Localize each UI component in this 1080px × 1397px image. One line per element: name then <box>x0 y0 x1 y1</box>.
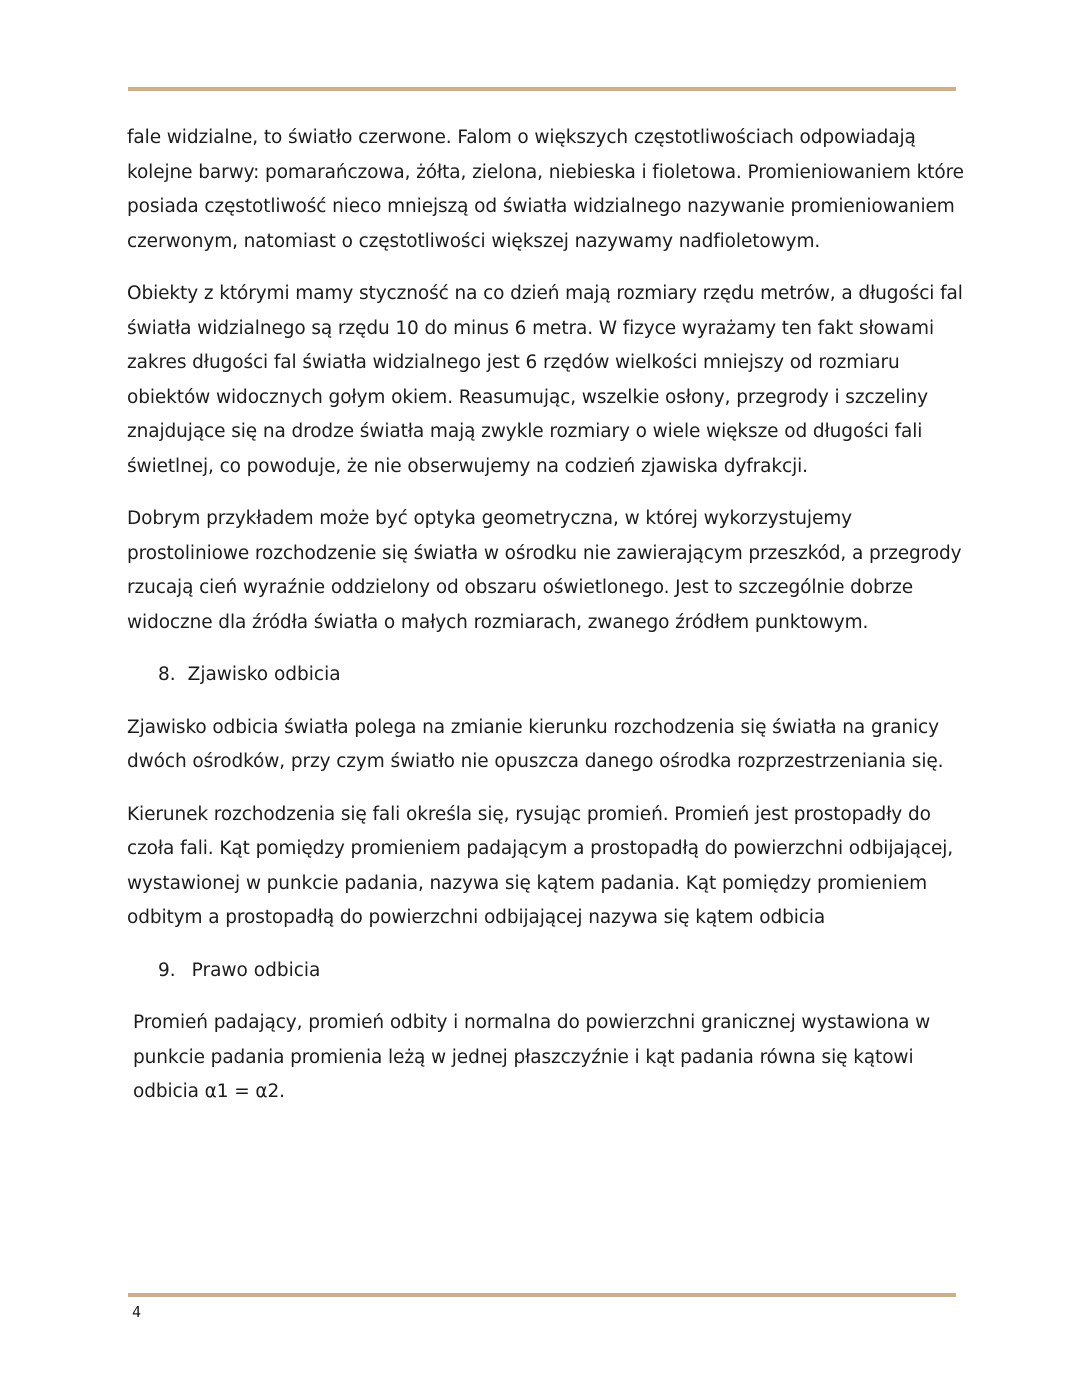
header-rule <box>128 87 956 91</box>
page-number: 4 <box>132 1303 142 1321</box>
paragraph: Promień padający, promień odbity i normalna do powierzchni granicznej wystawiona w punkcie padania promienia leżą w jednej płaszczyźnie i kąt padania równa się kątowi odbicia α1 = α2. <box>133 1012 931 1102</box>
paragraph: fale widzialne, to światło czerwone. Falom o większych częstotliwościach odpowiadają kolejne barwy: pomarańczowa, żółta, zielona, niebieska i fioletowa. Promieniowaniem które posiada częstotliwość nieco mniejszą od światła widzialnego nazywanie promieniowaniem czerwonym, natomiast o częstotliwości większej nazywamy nadfioletowym. <box>127 127 964 252</box>
section-number: 8. <box>158 664 176 685</box>
page-content <box>127 121 967 1128</box>
section-number: 9. <box>158 959 176 981</box>
paragraph: Kierunek rozchodzenia się fali określa się, rysując promień. Promień jest prostopadły do czoła fali. Kąt pomiędzy promieniem padającym a prostopadłą do powierzchni odbijającej, wystawionej w punkcie padania, nazywa się kątem padania. Kąt pomiędzy promieniem odbitym a prostopadłą do powierzchni odbijającej nazywa się kątem odbicia <box>127 803 954 928</box>
section-heading-9 <box>158 954 967 989</box>
paragraph: Dobrym przykładem może być optyka geometryczna, w której wykorzystujemy prostoliniowe rozchodzenie się światła w ośrodku nie zawierającym przeszkód, a przegrody rzucają cień wyraźnie oddzielony od obszaru oświetlonego. Jest to szczególnie dobrze widoczne dla źródła światła o małych rozmiarach, zwanego źródłem punktowym. <box>127 508 962 633</box>
footer-rule <box>128 1293 956 1297</box>
section-title: Zjawisko odbicia <box>187 664 341 685</box>
paragraph: Obiekty z którymi mamy styczność na co dzień mają rozmiary rzędu metrów, a długości fal światła widzialnego są rzędu 10 do minus 6 metra. W fizyce wyrażamy ten fakt słowami zakres długości fal światła widzialnego jest 6 rzędów wielkości mniejszy od rozmiaru obiektów widocznych gołym okiem. Reasumując, wszelkie osłony, przegrody i szczeliny znajdujące się na drodze światła mają zwykle rozmiary o wiele większe od długości fali świetlnej, co powoduje, że nie obserwujemy na codzień zjawiska dyfrakcji. <box>127 283 963 477</box>
section-title: Prawo odbicia <box>191 959 321 981</box>
paragraph: Zjawisko odbicia światła polega na zmianie kierunku rozchodzenia się światła na granicy dwóch ośrodków, przy czym światło nie opuszcza danego ośrodka rozprzestrzeniania się. <box>127 716 944 772</box>
section-heading-8 <box>158 658 967 693</box>
